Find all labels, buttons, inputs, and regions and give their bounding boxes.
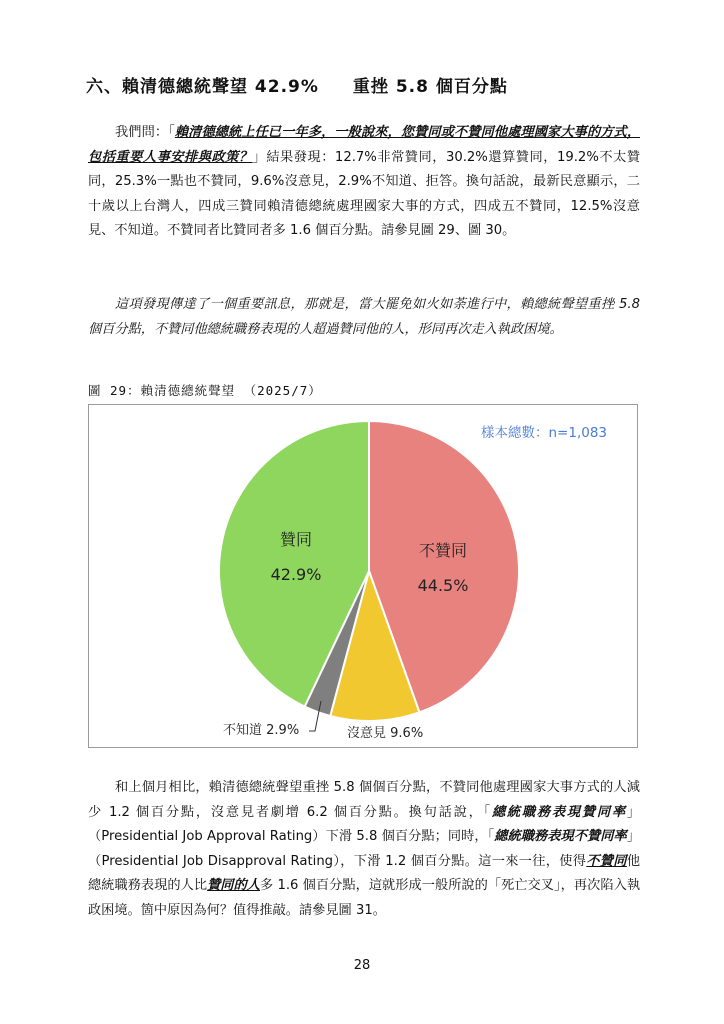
paragraph-1 [88,121,640,244]
survey-question: 賴清德總統上任已一年多，一般說來，您贊同或不贊同他處理國家大事的方式，包括重要人事安排與政策？ [88,125,641,165]
approval-rating-term: 總統職務表現贊同率 [491,804,627,820]
slice-label-no-opinion: 沒意見 9.6% [347,726,424,741]
approve-emphasis: 贊同的人 [207,878,260,893]
paragraph-2 [88,293,640,342]
disapprove-emphasis: 不贊同 [586,853,627,869]
slice-label-approve: 贊同 [279,530,313,549]
para3-text-5: 多 1.6 個百分點，這就形成一般所說的「死亡交叉」，再次陷入執政困境。箇中原因為何？值得推敲。請參見圖 31。 [88,878,641,918]
para3-text-2: 」（Presidential Job Approval Rating）下滑 5.8 個百分點；同時，「 [88,804,640,844]
para3-text-1: 和上個月相比，賴清德總統聲望重挫 5.8 個個百分點，不贊同他處理國家大事方式的人減少 1.2 個百分點，沒意見者劇增 6.2 個百分點。換句話說，「 [88,780,640,820]
slice-label-disapprove: 不贊同 [418,541,468,560]
pie-chart-frame [88,404,638,748]
heading-subtitle: 重挫 5.8 個百分點 [352,77,508,97]
disapproval-rating-term: 總統職務表現不贊同率 [494,829,627,844]
slice-value-approve: 42.9% [270,565,322,584]
para2-text: 這項發現傳達了一個重要訊息，那就是，當大罷免如火如荼進行中，賴總統聲望重挫 5.8 個百分點，不贊同他總統職務表現的人超過贊同他的人，形同再次走入執政困境。 [88,297,640,337]
slice-label-dont-know: 不知道 2.9% [223,723,300,738]
para1-body: 」結果發現：12.7%非常贊同，30.2%還算贊同，19.2%不太贊同，25.3%一點也不贊同，9.6%沒意見，2.9%不知道、拒答。換句話說，最新民意顯示，二十歲以上台灣人，四成三贊同賴清德總統處理國家大事的方式，四成五不贊同，12.5%沒意見、不知道。不贊同者比贊同者多 1.6 個百分點。請參見圖 29、圖 30。 [88,149,641,238]
pie-chart [89,405,639,749]
sample-size-note: 樣本總數：n=1,083 [481,425,608,441]
para1-lead: 我們問：「 [115,125,175,140]
section-heading [86,72,508,97]
slice-value-disapprove: 44.5% [417,576,469,595]
paragraph-3 [88,776,640,923]
para3-text-3: 」（Presidential Job Disapproval Rating），下滑 1.2 個百分點。這一來一往，使得 [88,829,640,869]
para3-text-4: 他總統職務表現的人比 [88,853,640,893]
heading-title: 六、賴清德總統聲望 42.9% [86,77,319,97]
figure-caption: 圖 29：賴清德總統聲望 （2025/7） [88,383,322,398]
page-number: 28 [353,958,371,973]
